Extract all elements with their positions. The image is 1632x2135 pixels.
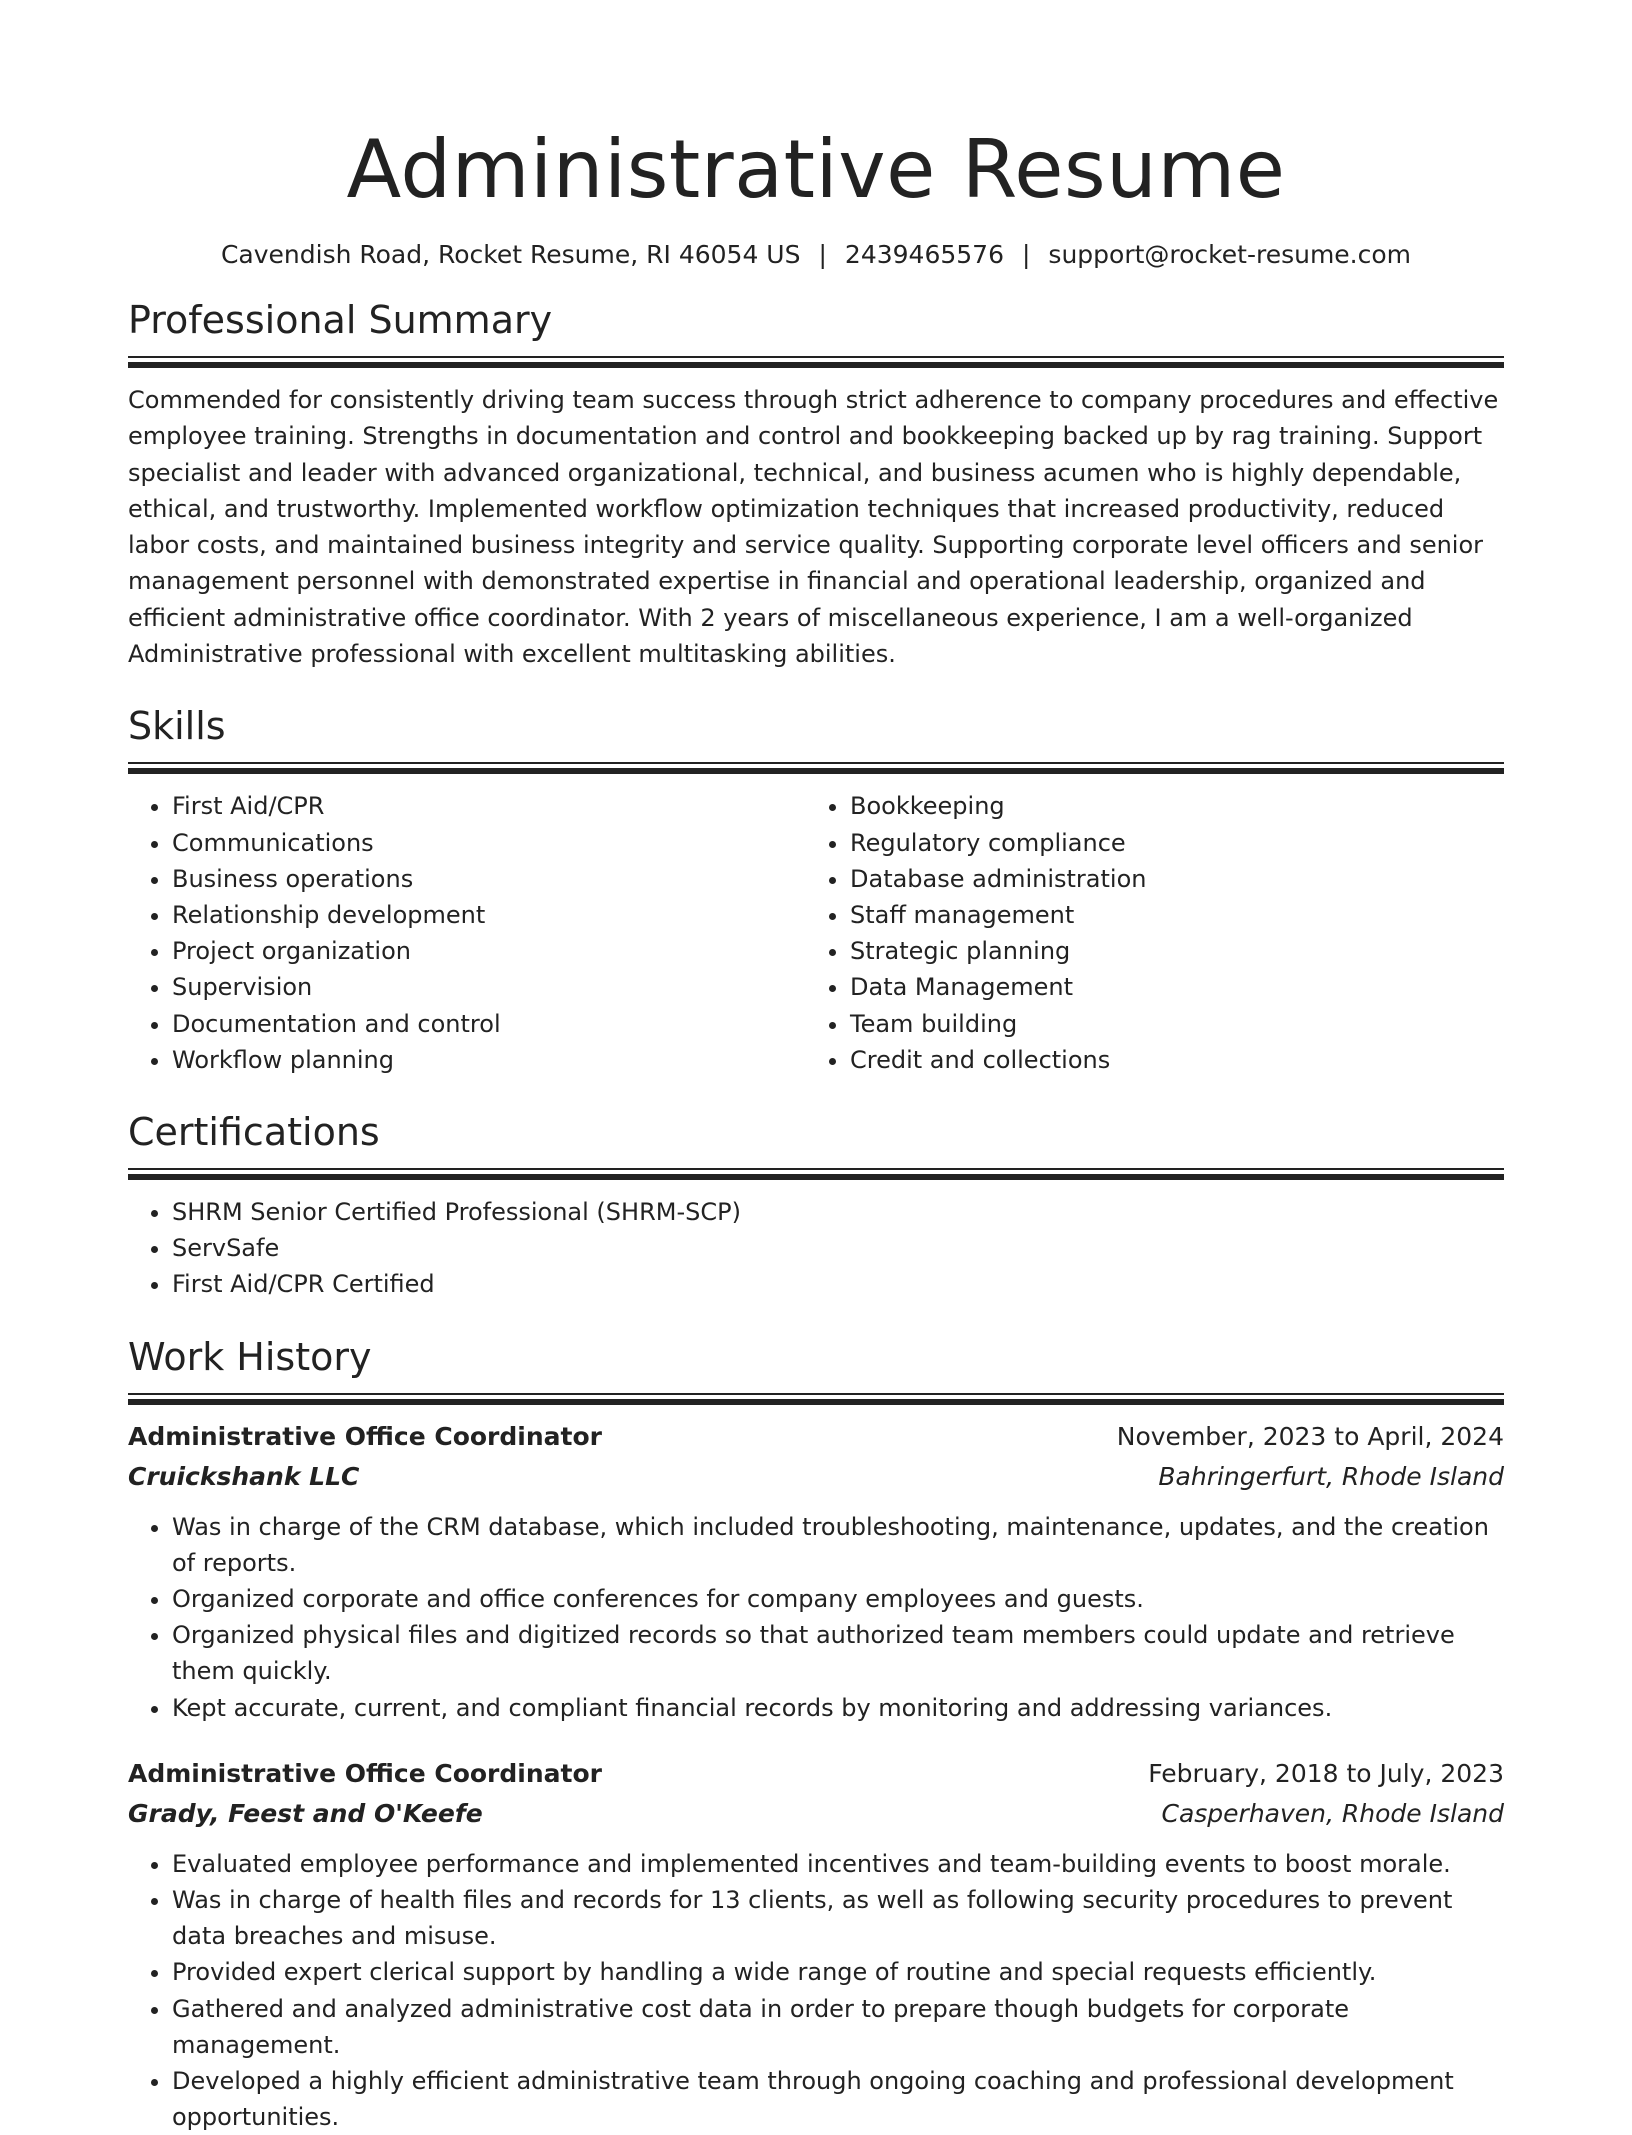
section-heading-skills: Skills	[128, 704, 226, 749]
resume-title: Administrative Resume	[346, 123, 1286, 216]
certification-item: • ServSafe	[172, 1230, 1504, 1266]
skill-item: • Project organization	[172, 933, 806, 969]
certifications-list	[128, 1194, 1504, 1303]
skill-item: • Communications	[172, 825, 806, 861]
section-divider	[128, 356, 1504, 368]
skill-item: • Strategic planning	[850, 933, 1484, 969]
skill-item: • Workflow planning	[172, 1042, 806, 1078]
skill-item: • Credit and collections	[850, 1042, 1484, 1078]
job-bullets	[128, 1846, 1504, 2135]
skills-list-right	[806, 788, 1484, 1078]
skill-item: • Business operations	[172, 861, 806, 897]
section-heading-certifications: Certifications	[128, 1110, 380, 1154]
skills-list-left	[128, 788, 806, 1078]
section-heading-summary: Professional Summary	[128, 298, 553, 342]
resume-page	[128, 0, 1504, 2135]
job-bullet: • Was in charge of the CRM database, which included troubleshooting, maintenance, updates, and the creation of reports.	[172, 1509, 1504, 1581]
skill-item: • Regulatory compliance	[850, 825, 1484, 861]
job-entry	[128, 1754, 1504, 2135]
skill-item: • First Aid/CPR	[172, 788, 806, 824]
job-location: Bahringerfurt, Rhode Island	[1158, 1461, 1504, 1491]
section-divider	[128, 1393, 1504, 1405]
job-bullet: • Organized corporate and office conferences for company employees and guests.	[172, 1581, 1504, 1617]
summary-text: Commended for consistently driving team success through strict adherence to company procedures and effective employee training. Strengths in documentation and control and bookkeeping backed up by rag training. Support specialist and leader with advanced organizational, technical, and business acumen who is highly dependable, ethical, and trustworthy. Implemented workflow optimization techniques that increased productivity, reduced labor costs, and maintained business integrity and service quality. Supporting corporate level officers and senior management personnel with demonstrated expertise in financial and operational leadership, organized and efficient administrative office coordinator. With 2 years of miscellaneous experience, I am a well-organized Administrative professional with excellent multitasking abilities.	[128, 386, 1499, 669]
skill-item: • Documentation and control	[172, 1006, 806, 1042]
skill-item: • Database administration	[850, 861, 1484, 897]
skill-item: • Bookkeeping	[850, 788, 1484, 824]
contact-separator: |	[818, 240, 827, 269]
job-header	[128, 1417, 1504, 1457]
job-bullet: • Was in charge of health files and records for 13 clients, as well as following security procedures to prevent data breaches and misuse.	[172, 1882, 1504, 1954]
job-bullet: • Kept accurate, current, and compliant financial records by monitoring and addressing variances.	[172, 1690, 1504, 1726]
job-company: Grady, Feest and O'Keefe	[128, 1798, 483, 1828]
skills-columns	[128, 788, 1504, 1078]
skill-item: • Team building	[850, 1006, 1484, 1042]
job-bullet: • Developed a highly efficient administrative team through ongoing coaching and professional development opportunities.	[172, 2063, 1504, 2135]
job-company-row	[128, 1457, 1504, 1497]
section-divider	[128, 1168, 1504, 1180]
contact-email: support@rocket-resume.com	[1048, 240, 1412, 269]
certifications-section	[128, 1108, 1504, 1303]
certification-item: • First Aid/CPR Certified	[172, 1266, 1504, 1302]
job-company: Cruickshank LLC	[128, 1461, 360, 1491]
contact-address: Cavendish Road, Rocket Resume, RI 46054 US	[220, 240, 801, 269]
job-bullet: • Gathered and analyzed administrative cost data in order to prepare though budgets for corporate management.	[172, 1991, 1504, 2063]
section-heading-work-history: Work History	[128, 1334, 372, 1379]
job-bullet: • Provided expert clerical support by handling a wide range of routine and special requests efficiently.	[172, 1954, 1504, 1990]
job-bullets	[128, 1509, 1504, 1726]
section-divider	[128, 762, 1504, 774]
job-title: Administrative Office Coordinator	[128, 1421, 602, 1451]
job-bullet: • Evaluated employee performance and implemented incentives and team-building events to boost morale.	[172, 1846, 1504, 1882]
certification-item: • SHRM Senior Certified Professional (SHRM-SCP)	[172, 1194, 1504, 1230]
job-title: Administrative Office Coordinator	[128, 1758, 602, 1788]
summary-section	[128, 296, 1504, 672]
contact-separator: |	[1021, 240, 1031, 269]
contact-line	[128, 238, 1504, 272]
job-dates: February, 2018 to July, 2023	[1148, 1758, 1504, 1788]
job-bullet: • Organized physical files and digitized records so that authorized team members could update and retrieve them quickly.	[172, 1617, 1504, 1689]
skill-item: • Supervision	[172, 969, 806, 1005]
contact-phone: 2439465576	[844, 240, 1004, 269]
job-location: Casperhaven, Rhode Island	[1161, 1798, 1504, 1828]
skill-item: • Staff management	[850, 897, 1484, 933]
job-entry	[128, 1417, 1504, 1726]
job-company-row	[128, 1794, 1504, 1834]
skill-item: • Data Management	[850, 969, 1484, 1005]
skill-item: • Relationship development	[172, 897, 806, 933]
work-history-section	[128, 1333, 1504, 2135]
skills-section	[128, 702, 1504, 1078]
job-header	[128, 1754, 1504, 1794]
job-dates: November, 2023 to April, 2024	[1116, 1421, 1504, 1451]
